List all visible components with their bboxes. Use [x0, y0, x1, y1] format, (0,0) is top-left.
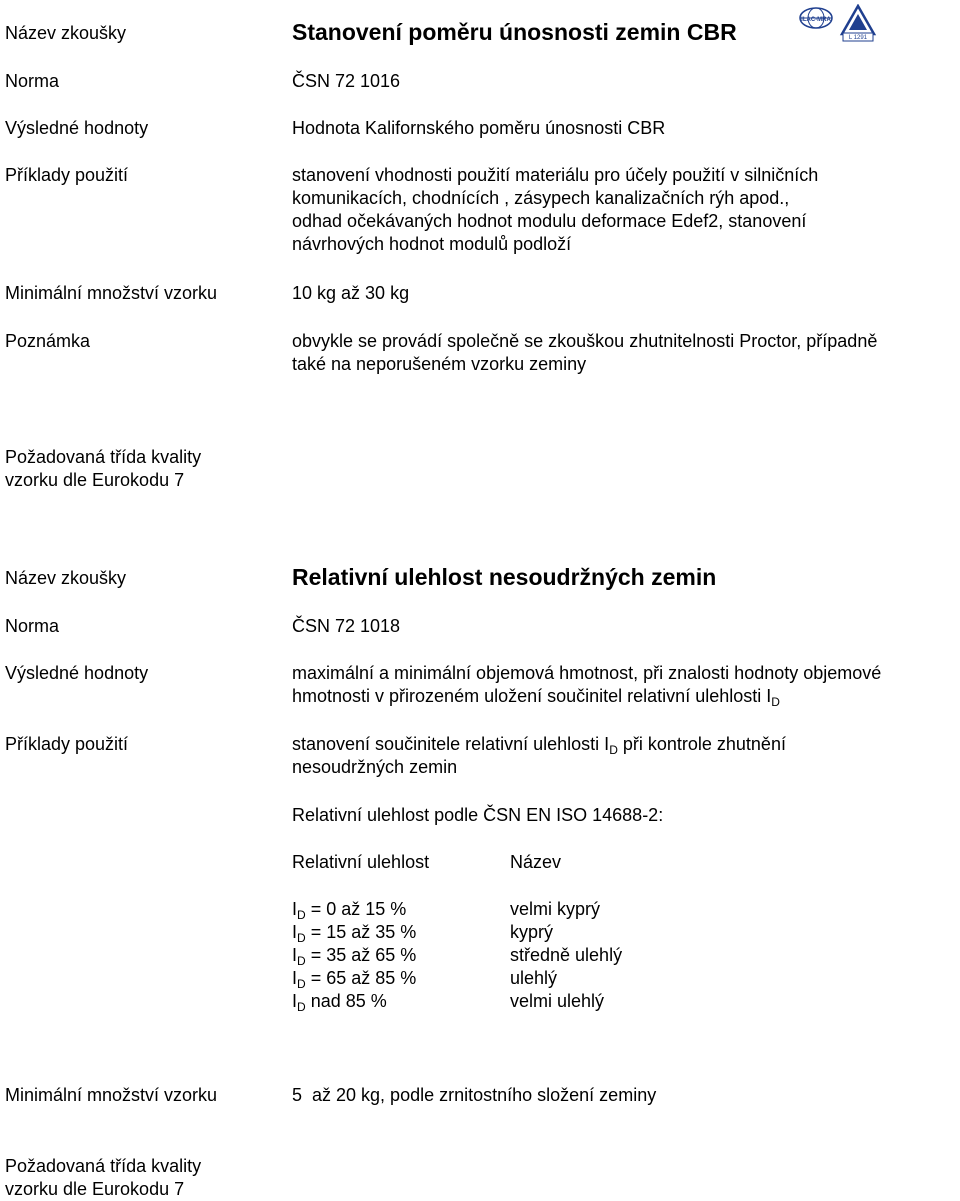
ilac-logo-icon	[798, 4, 880, 42]
usage-value	[292, 164, 957, 256]
density-name: velmi kyprý	[510, 899, 601, 919]
results-line: hmotnosti v přirozeném uložení součinitel relativní ulehlosti $I_D$	[292, 686, 780, 709]
norm-label: Norma	[5, 71, 60, 91]
density-table-heading: Relativní ulehlost podle ČSN EN ISO 14688-2:	[292, 805, 664, 825]
quality-class-line: vzorku dle Eurokodu 7	[5, 1179, 185, 1199]
density-range: $I_D = 35$ až 65 %	[292, 945, 417, 968]
norm-value: ČSN 72 1018	[292, 616, 401, 636]
ilac-logo-text: ILAC-MRA	[801, 17, 831, 23]
note-line: obvykle se provádí společně se zkouškou zhutnitelnosti Proctor, případně	[292, 331, 878, 351]
test-name-label: Název zkoušky	[5, 23, 127, 43]
usage-value	[292, 733, 957, 779]
density-name: kyprý	[510, 922, 554, 942]
density-range: $I_D = 65$ až 85 %	[292, 968, 417, 991]
name-column-header: Název	[510, 852, 562, 872]
density-range: $I_D = 15$ až 35 %	[292, 922, 417, 945]
test-title: Stanovení poměru únosnosti zemin CBR	[292, 19, 737, 45]
results-label: Výsledné hodnoty	[5, 663, 149, 683]
density-name: středně ulehlý	[510, 945, 623, 965]
usage-line: odhad očekávaných hodnot modulu deformace Edef2, stanovení	[292, 211, 807, 231]
accreditation-number: L 1291	[848, 35, 868, 41]
density-name: velmi ulehlý	[510, 991, 605, 1011]
note-label: Poznámka	[5, 331, 91, 351]
min-amount-value: 5 až 20 kg, podle zrnitostního složení zeminy	[292, 1085, 657, 1105]
norm-value: ČSN 72 1016	[292, 71, 401, 91]
note-value	[292, 330, 957, 376]
min-amount-label: Minimální množství vzorku	[5, 1085, 218, 1105]
usage-line: návrhových hodnot modulů podloží	[292, 234, 572, 254]
usage-label: Příklady použití	[5, 165, 129, 185]
min-amount-label: Minimální množství vzorku	[5, 283, 218, 303]
density-column-header: Relativní ulehlost	[292, 852, 430, 872]
accreditation-logos	[798, 4, 880, 42]
results-value: Hodnota Kalifornského poměru únosnosti CBR	[292, 118, 666, 138]
usage-line: stanovení vhodnosti použití materiálu pro účely použití v silničních	[292, 165, 819, 185]
usage-line: nesoudržných zemin	[292, 757, 458, 777]
density-name: ulehlý	[510, 968, 558, 988]
results-value	[292, 662, 957, 708]
usage-line: komunikacích, chodnících , zásypech kanalizačních rýh apod.,	[292, 188, 790, 208]
quality-class-label	[5, 446, 285, 492]
note-line: také na neporušeném vzorku zeminy	[292, 354, 587, 374]
test-title: Relativní ulehlost nesoudržných zemin	[292, 564, 717, 590]
test-name-label: Název zkoušky	[5, 568, 127, 588]
density-range: $I_D = 0$ až 15 %	[292, 899, 407, 922]
density-range: $I_D$ nad 85 %	[292, 991, 387, 1014]
norm-label: Norma	[5, 616, 60, 636]
usage-label: Příklady použití	[5, 734, 129, 754]
quality-class-label	[5, 1155, 285, 1201]
usage-line: stanovení součinitele relativní ulehlosti $I_D$ při kontrole zhutnění	[292, 734, 786, 757]
quality-class-line: vzorku dle Eurokodu 7	[5, 470, 185, 490]
quality-class-line: Požadovaná třída kvality	[5, 1156, 202, 1176]
results-label: Výsledné hodnoty	[5, 118, 149, 138]
results-line: maximální a minimální objemová hmotnost, při znalosti hodnoty objemové	[292, 663, 882, 683]
quality-class-line: Požadovaná třída kvality	[5, 447, 202, 467]
min-amount-value: 10 kg až 30 kg	[292, 283, 410, 303]
